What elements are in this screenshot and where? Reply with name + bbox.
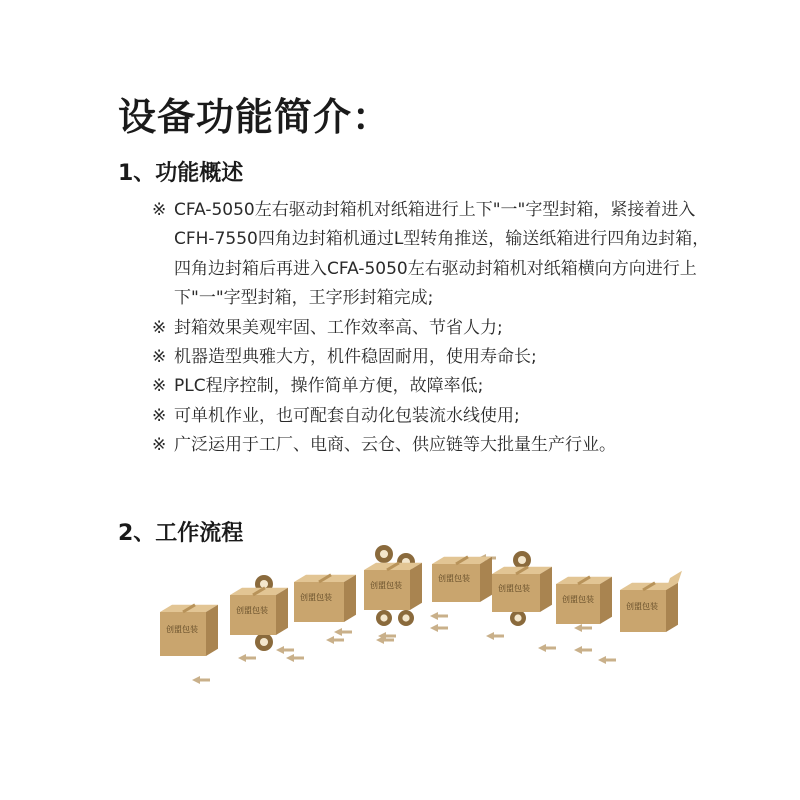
box-label: 创盟包装 <box>438 574 470 584</box>
tape-roll-icon <box>513 551 531 569</box>
carton-box-icon <box>294 575 356 622</box>
flow-arrow-icon <box>192 676 210 684</box>
list-item <box>152 372 712 401</box>
list-item-text: 封箱效果美观牢固、工作效率高、节省人力; <box>174 317 503 338</box>
list-item <box>152 431 712 460</box>
flow-arrow-icon <box>574 646 592 654</box>
list-item <box>152 196 712 314</box>
flow-arrow-icon <box>574 624 592 632</box>
flow-arrow-icon <box>286 654 304 662</box>
box-label: 创盟包装 <box>166 624 198 634</box>
flow-arrow-icon <box>430 624 448 632</box>
flow-arrow-icon <box>430 612 448 620</box>
flow-arrow-icon <box>598 656 616 664</box>
page-title: 设备功能简介： <box>118 95 392 139</box>
carton-box-icon <box>556 577 612 624</box>
carton-box-icon <box>620 571 682 632</box>
bullet-mark: ※ <box>152 317 167 338</box>
tape-roll-icon <box>255 633 273 651</box>
carton-box-icon <box>432 557 492 602</box>
box-label: 创盟包装 <box>300 593 332 602</box>
list-item <box>152 402 712 431</box>
bullet-mark: ※ <box>152 347 167 368</box>
list-item-text: CFA-5050左右驱动封箱机对纸箱进行上下"一"字型封箱，紧接着进入CFH-7550四角边封箱机通过L型转角推送，输送纸箱进行四角边封箱，四角边封箱后再进入CFA-5050左右驱动封箱机对纸箱横向方向进行上下"一"字型封箱，王字形封箱完成; <box>174 200 710 309</box>
box-label: 创盟包装 <box>626 601 658 611</box>
flow-arrow-icon <box>326 636 344 644</box>
carton-box-icon <box>364 563 422 610</box>
box-label: 创盟包装 <box>236 606 268 615</box>
workflow-illustration <box>0 540 800 700</box>
bullet-mark: ※ <box>152 376 167 397</box>
flow-arrow-icon <box>334 628 352 636</box>
flow-arrow-icon <box>238 654 256 662</box>
list-item-text: PLC程序控制，操作简单方便，故障率低; <box>174 376 484 397</box>
carton-box-icon <box>492 567 552 612</box>
flow-arrow-icon <box>538 644 556 652</box>
bullet-mark: ※ <box>152 405 167 426</box>
tape-roll-icon <box>376 610 392 626</box>
bullet-mark: ※ <box>152 435 167 456</box>
list-item <box>152 343 712 372</box>
carton-box-icon <box>160 605 218 656</box>
list-item <box>152 314 712 343</box>
box-label: 创盟包装 <box>498 584 530 594</box>
flow-arrow-icon <box>486 632 504 640</box>
tape-roll-icon <box>375 545 393 563</box>
list-item-text: 广泛运用于工厂、电商、云仓、供应链等大批量生产行业。 <box>174 435 616 456</box>
tape-roll-icon <box>398 610 414 626</box>
section-heading-workflow: 2、工作流程 <box>118 521 244 546</box>
carton-box-icon <box>230 588 288 635</box>
list-item-text: 可单机作业，也可配套自动化包装流水线使用; <box>174 405 520 426</box>
list-item-text: 机器造型典雅大方，机件稳固耐用，使用寿命长; <box>174 347 537 368</box>
feature-list <box>152 196 712 461</box>
flow-arrow-icon <box>276 646 294 654</box>
box-label: 创盟包装 <box>370 581 402 590</box>
section-heading-overview: 1、功能概述 <box>118 161 244 186</box>
box-label: 创盟包装 <box>562 595 594 604</box>
tape-roll-icon <box>510 610 526 626</box>
bullet-mark: ※ <box>152 200 167 220</box>
